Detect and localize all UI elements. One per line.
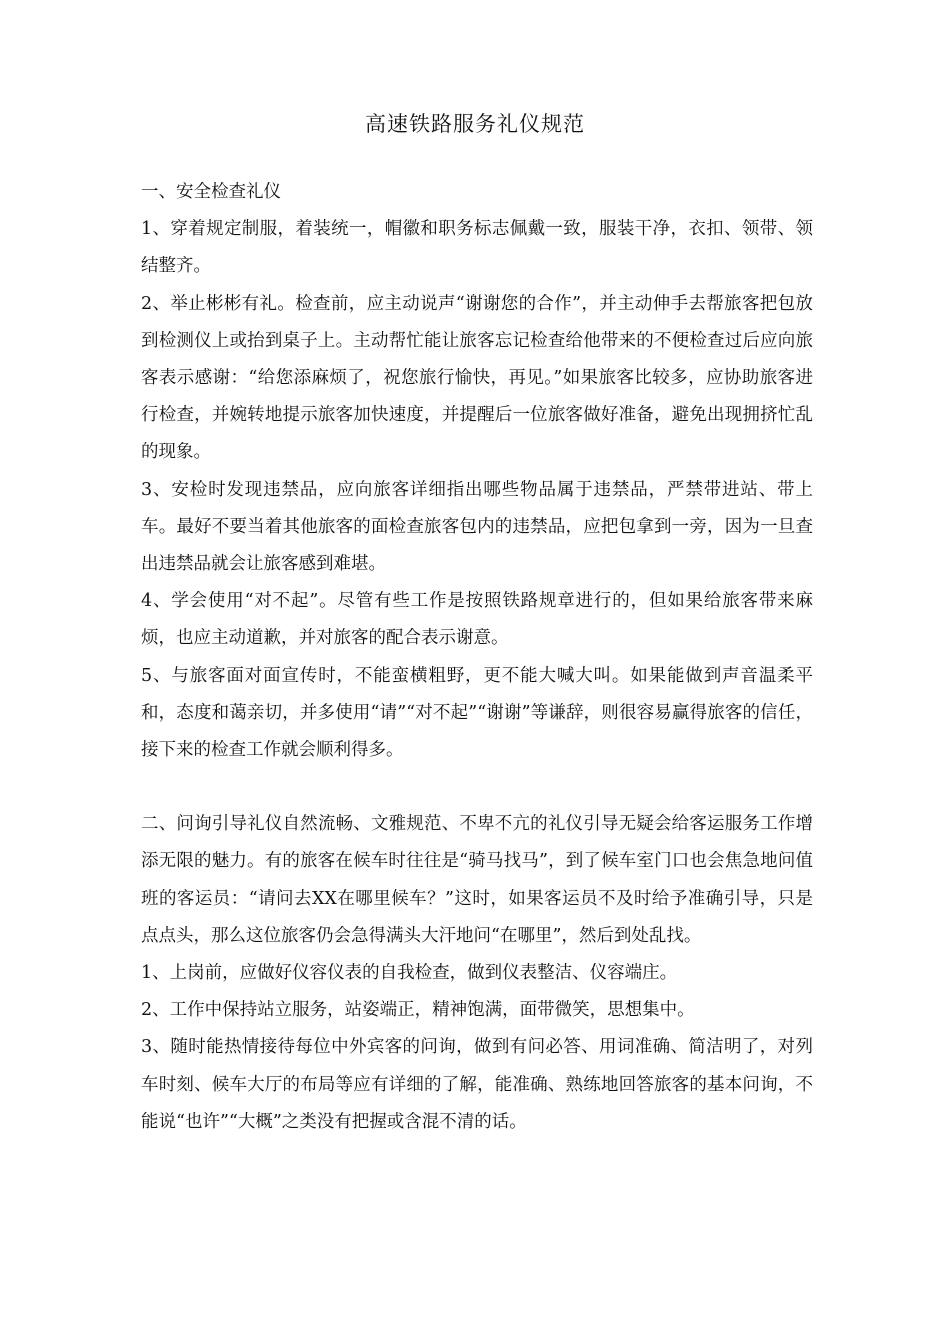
- paragraph: 4、学会使用“对不起”。尽管有些工作是按照铁路规章进行的，但如果给旅客带来麻烦，也应主动道歉，并对旅客的配合表示谢意。: [141, 591, 813, 649]
- section-spacer: [141, 769, 813, 806]
- document-title: 高速铁路服务礼仪规范: [365, 112, 585, 136]
- paragraph: 1、上岗前，应做好仪容仪表的自我检查，做到仪表整洁、仪容端庄。: [141, 963, 678, 984]
- paragraph: 2、工作中保持站立服务，站姿端正，精神饱满，面带微笑，思想集中。: [141, 1000, 695, 1021]
- section-heading: 一、安全检查礼仪: [141, 182, 281, 202]
- paragraph: 3、安检时发现违禁品，应向旅客详细指出哪些物品属于违禁品，严禁带进站、带上车。最好不要当着其他旅客的面检查旅客包内的违禁品，应把包拿到一旁，因为一旦查出违禁品就会让旅客感到难堪。: [141, 479, 813, 575]
- paragraph: 5、与旅客面对面宣传时，不能蛮横粗野，更不能大喊大叫。如果能做到声音温柔平和，态度和蔼亲切，并多使用“请”“对不起”“谢谢”等谦辞，则很容易赢得旅客的信任，接下来的检查工作就会顺利得多。: [141, 665, 813, 761]
- paragraph: 2、举止彬彬有礼。检查前，应主动说声“谢谢您的合作”，并主动伸手去帮旅客把包放到检测仪上或抬到桌子上。主动帮忙能让旅客忘记检查给他带来的不便检查过后应向旅客表示感谢：“给您添麻烦了，祝您旅行愉快，再见。”如果旅客比较多，应协助旅客进行检查，并婉转地提示旅客加快速度，并提醒后一位旅客做好准备，避免出现拥挤忙乱的现象。: [141, 293, 813, 463]
- paragraph: 1、穿着规定制服，着装统一，帽徽和职务标志佩戴一致，服装干净，衣扣、领带、领结整齐。: [141, 219, 813, 277]
- paragraph: 3、随时能热情接待每位中外宾客的问询，做到有问必答、用词准确、简洁明了，对列车时刻、候车大厅的布局等应有详细的了解，能准确、熟练地回答旅客的基本问询，不能说“也许”“大概”之类没有把握或含混不清的话。: [141, 1037, 813, 1132]
- document-body: [141, 174, 813, 1141]
- section-intro-paragraph: 二、问询引导礼仪自然流畅、文雅规范、不卑不亢的礼仪引导无疑会给客运服务工作增添无限的魅力。有的旅客在候车时往往是“骑马找马”，到了候车室门口也会焦急地问值班的客运员：“请问去XX在哪里候车？”这时，如果客运员不及时给予准确引导，只是点点头，那么这位旅客仍会急得满头大汗地问“在哪里”，然后到处乱找。: [141, 814, 813, 946]
